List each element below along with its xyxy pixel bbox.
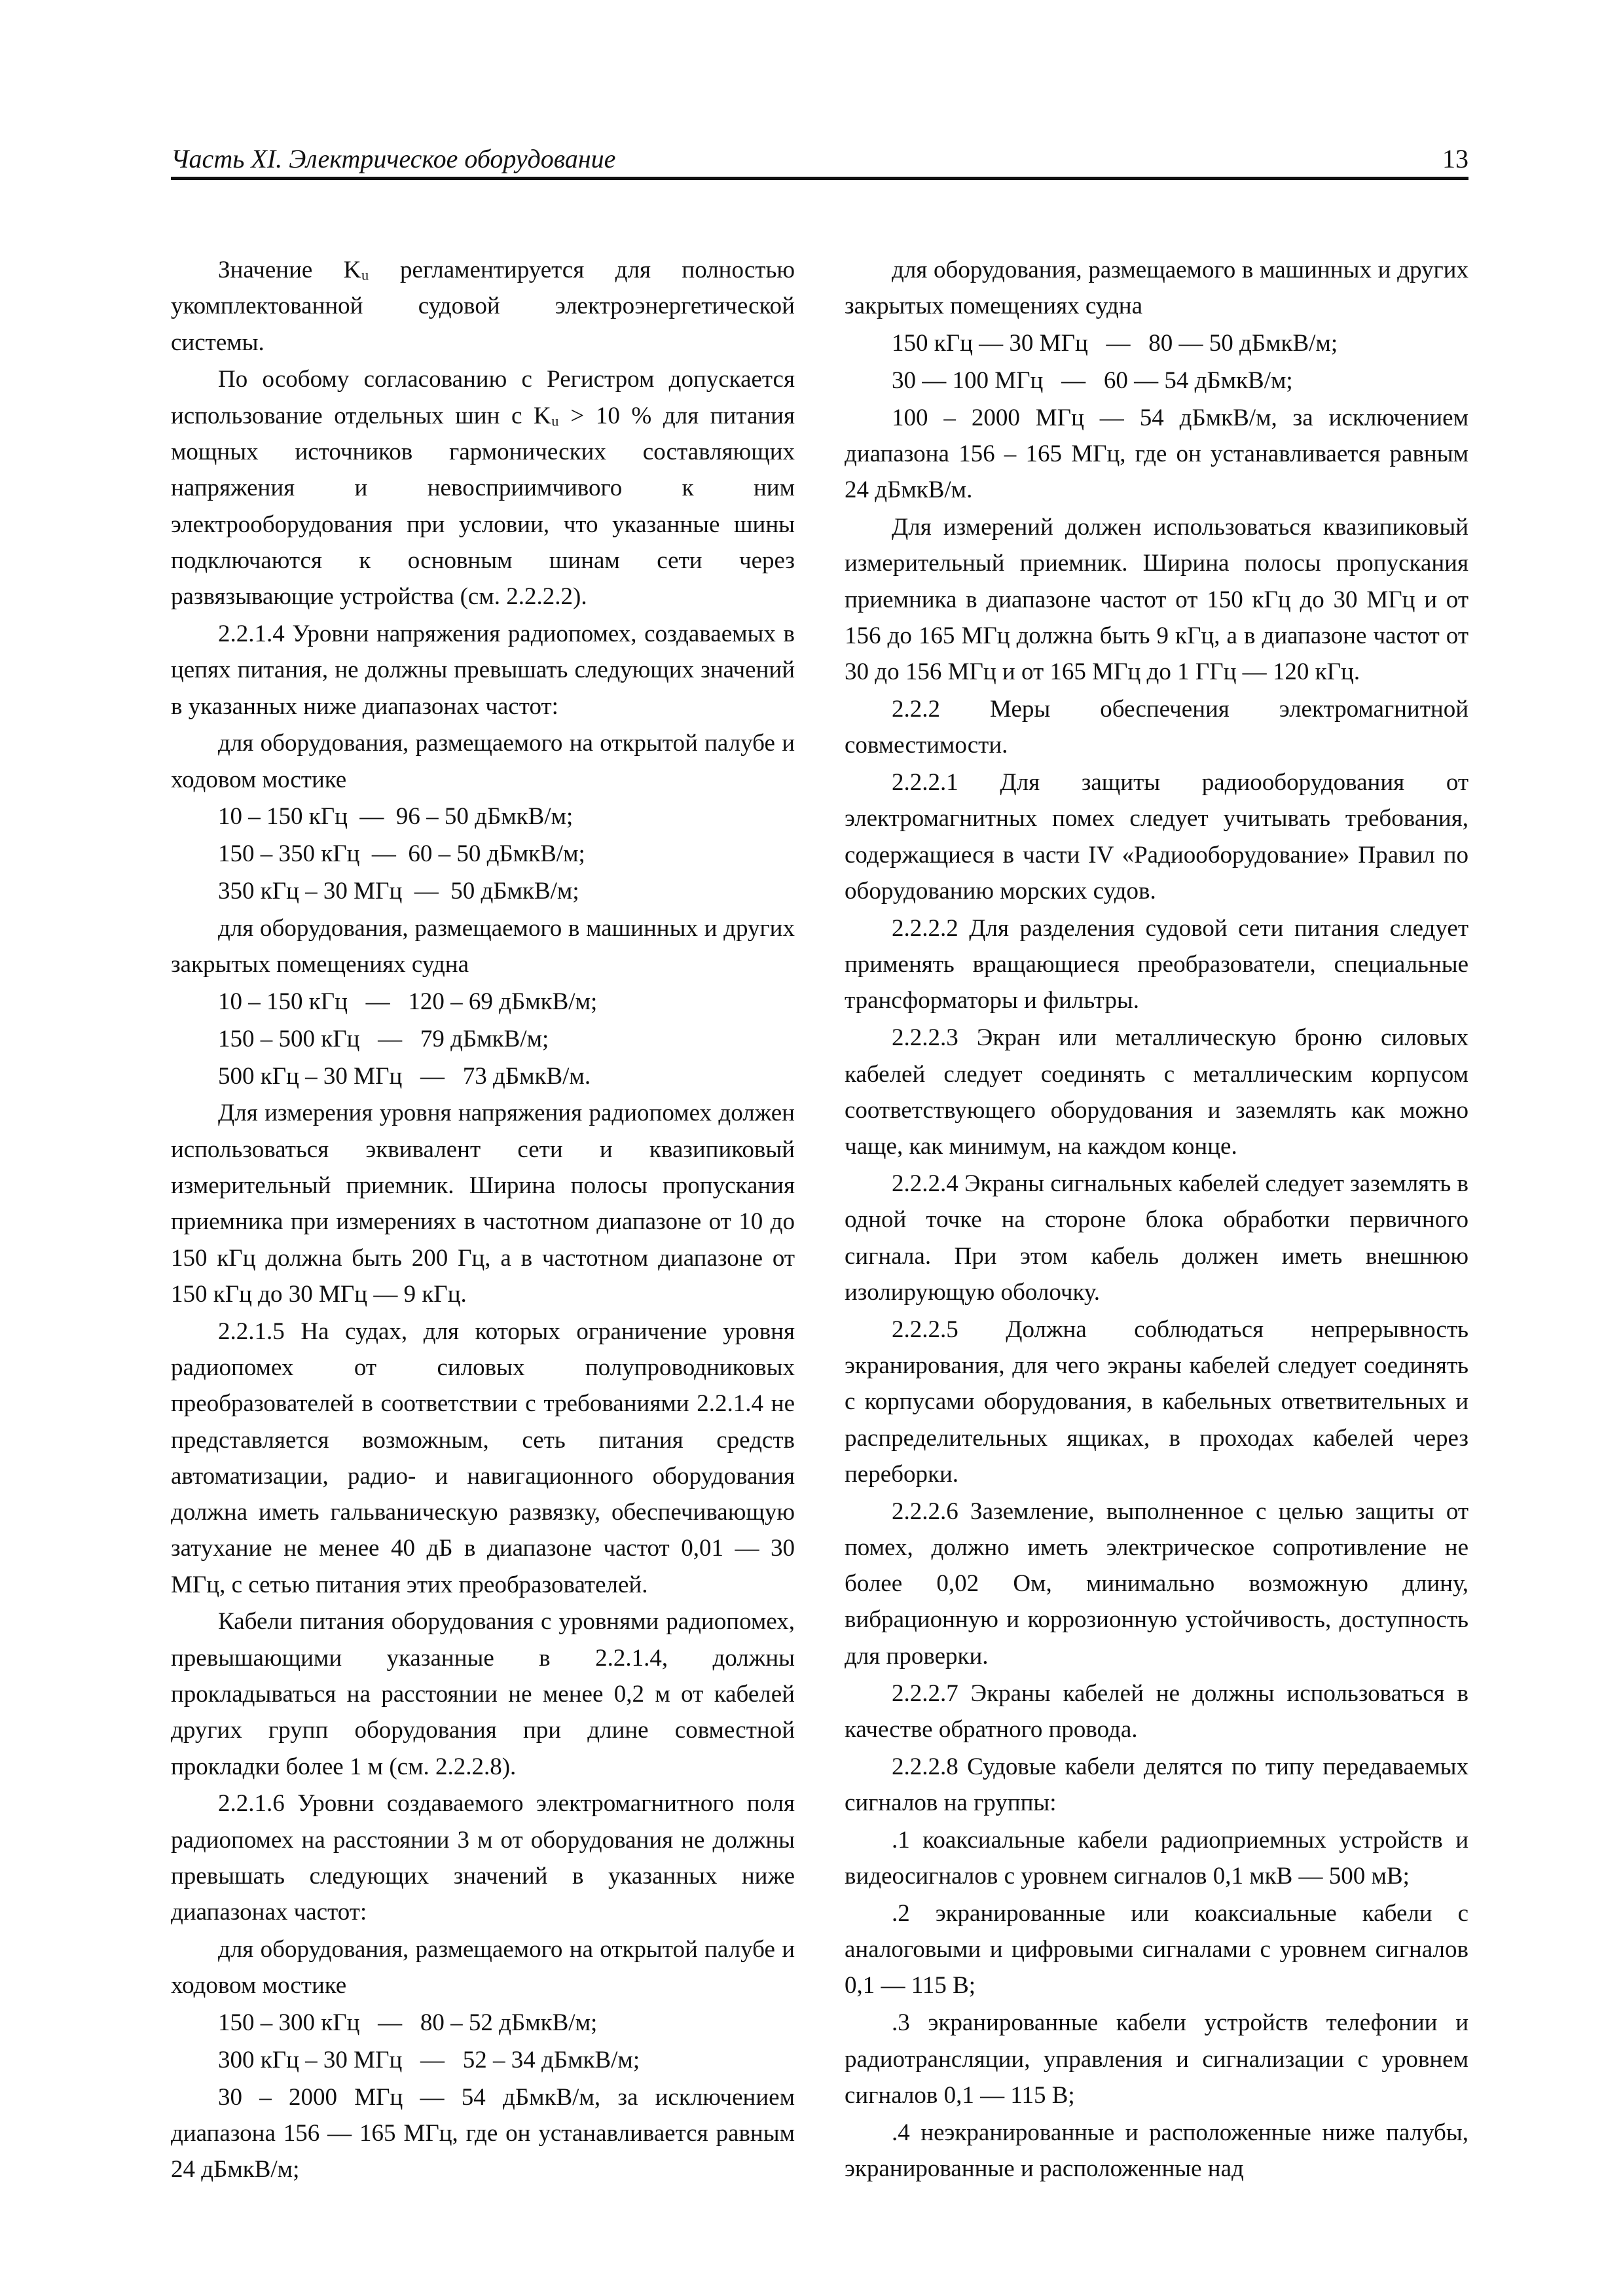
range-line: 10 – 150 кГц — 96 – 50 дБмкВ/м; bbox=[218, 803, 574, 831]
paragraph: 2.2.1.6 Уровни создаваемого электромагнитного поля радиопомех на расстоянии 3 м от оборудования не должны превышать следующих значений в указанных ниже диапазонах частот: bbox=[171, 1790, 795, 1926]
paragraph: для оборудования, размещаемого на открытой палубе и ходовом мостике bbox=[171, 730, 795, 793]
paragraph: 2.2.2.5 Должна соблюдаться непрерывность экранирования, для чего экраны кабелей следует соединять с корпусами оборудования, в кабельных ответвительных и распределительных ящиках, в проходах кабелей через переборки. bbox=[845, 1316, 1468, 1488]
paragraph: Кабели питания оборудования с уровнями радиопомех, превышающими указанные в 2.2.1.4, должны прокладываться на расстоянии не менее 0,2 м от кабелей других групп оборудования при длине совместной прокладки более 1 м (см. 2.2.2.8). bbox=[171, 1608, 795, 1780]
right-column bbox=[845, 252, 1468, 2188]
header-title: Часть XI. Электрическое оборудование bbox=[171, 144, 616, 173]
paragraph: 2.2.2.6 Заземление, выполненное с целью защиты от помех, должно иметь электрическое сопротивление не более 0,02 Ом, минимально возможную длину, вибрационную и коррозионную устойчивость, доступность для проверки. bbox=[845, 1498, 1468, 1670]
left-column bbox=[171, 252, 795, 2189]
range-line: 300 кГц – 30 МГц — 52 – 34 дБмкВ/м; bbox=[218, 2047, 640, 2074]
paragraph: 2.2.2.2 Для разделения судовой сети питания следует применять вращающиеся преобразователи, специальные трансформаторы и фильтры. bbox=[845, 914, 1468, 1014]
paragraph: 2.2.2.1 Для защиты радиооборудования от электромагнитных помех следует учитывать требования, содержащиеся в части IV «Радиооборудование» Правил по оборудованию морских судов. bbox=[845, 769, 1468, 905]
paragraph: Для измерения уровня напряжения радиопомех должен использоваться эквивалент сети и квазипиковый измерительный приемник. Ширина полосы пропускания приемника при измерениях в частотном диапазоне от 10 до 150 кГц должна быть 200 Гц, а в частотном диапазоне от 150 кГц до 30 МГц — 9 кГц. bbox=[171, 1100, 795, 1308]
page-number: 13 bbox=[1442, 144, 1468, 173]
range-line: 10 – 150 кГц — 120 – 69 дБмкВ/м; bbox=[218, 988, 598, 1015]
paragraph: 30 – 2000 МГц — 54 дБмкВ/м, за исключением диапазона 156 — 165 МГц, где он устанавливается равным 24 дБмкВ/м; bbox=[171, 2083, 795, 2183]
paragraph: 2.2.2.8 Судовые кабели делятся по типу передаваемых сигналов на группы: bbox=[845, 1753, 1468, 1816]
paragraph: 2.2.1.4 Уровни напряжения радиопомех, создаваемых в цепях питания, не должны превышать следующих значений в указанных ниже диапазонах частот: bbox=[171, 620, 795, 720]
paragraph: 2.2.2.4 Экраны сигнальных кабелей следует заземлять в одной точке на стороне блока обработки первичного сигнала. При этом кабель должен иметь внешнюю изолирующую оболочку. bbox=[845, 1170, 1468, 1306]
range-line: 150 – 300 кГц — 80 – 52 дБмкВ/м; bbox=[218, 2009, 598, 2037]
paragraph: 2.2.2.3 Экран или металлическую броню силовых кабелей следует соединять с металлическим корпусом соответствующего оборудования и заземлять как можно чаще, как минимум, на каждом конце. bbox=[845, 1024, 1468, 1160]
paragraph: для оборудования, размещаемого в машинных и других закрытых помещениях судна bbox=[171, 914, 795, 978]
list-item: .3 экранированные кабели устройств телефонии и радиотрансляции, управления и сигнализации с уровнем сигналов 0,1 — 115 В; bbox=[845, 2009, 1468, 2109]
paragraph: для оборудования, размещаемого в машинных и других закрытых помещениях судна bbox=[845, 257, 1468, 320]
range-line: 150 – 500 кГц — 79 дБмкВ/м; bbox=[218, 1025, 549, 1052]
range-line: 350 кГц – 30 МГц — 50 дБмкВ/м; bbox=[218, 878, 579, 905]
range-line: 150 – 350 кГц — 60 – 50 дБмкВ/м; bbox=[218, 840, 585, 868]
running-header bbox=[171, 141, 1468, 181]
paragraph: 100 – 2000 МГц — 54 дБмкВ/м, за исключением диапазона 156 – 165 МГц, где он устанавливается равным 24 дБмкВ/м. bbox=[845, 404, 1468, 504]
paragraph: По особому согласованию с Регистром допускается использование отдельных шин с Kᵤ > 10 % для питания мощных источников гармонических составляющих напряжения и невосприимчивого к ним электрооборудования при условии, что указанные шины подключаются к основным шинам сети через развязывающие устройства (см. 2.2.2.2). bbox=[171, 366, 795, 611]
paragraph: 2.2.1.5 На судах, для которых ограничение уровня радиопомех от силовых полупроводниковых преобразователей в соответствии с требованиями 2.2.1.4 не представляется возможным, сеть питания средств автоматизации, радио- и навигационного оборудования должна иметь гальваническую развязку, обеспечивающую затухание не менее 40 дБ в диапазоне частот 0,01 — 30 МГц, с сетью питания этих преобразователей. bbox=[171, 1318, 795, 1598]
paragraph: для оборудования, размещаемого на открытой палубе и ходовом мостике bbox=[171, 1936, 795, 2000]
paragraph: 2.2.2.7 Экраны кабелей не должны использоваться в качестве обратного провода. bbox=[845, 1679, 1468, 1743]
section-heading: 2.2.2 Меры обеспечения электромагнитной совместимости. bbox=[845, 696, 1468, 759]
range-line: 30 — 100 МГц — 60 — 54 дБмкВ/м; bbox=[892, 367, 1293, 394]
list-item: .1 коаксиальные кабели радиоприемных устройств и видеосигналов с уровнем сигналов 0,1 мкВ — 500 мВ; bbox=[845, 1826, 1468, 1890]
list-item: .4 неэкранированные и расположенные ниже палубы, экранированные и расположенные над bbox=[845, 2119, 1468, 2182]
header-rule bbox=[171, 177, 1468, 180]
paragraph: Для измерений должен использоваться квазипиковый измерительный приемник. Ширина полосы пропускания приемника в диапазоне частот от 150 кГц до 30 МГц и от 156 до 165 МГц должна быть 9 кГц, а в диапазоне частот от 30 до 156 МГц и от 165 МГц до 1 ГГц — 120 кГц. bbox=[845, 514, 1468, 686]
list-item: .2 экранированные или коаксиальные кабели с аналоговыми и цифровыми сигналами с уровнем сигналов 0,1 — 115 В; bbox=[845, 1899, 1468, 2000]
paragraph: Значение Kᵤ регламентируется для полностью укомплектованной судовой электроэнергетической системы. bbox=[171, 257, 795, 356]
range-line: 150 кГц — 30 МГц — 80 — 50 дБмкВ/м; bbox=[892, 330, 1338, 357]
range-line: 500 кГц – 30 МГц — 73 дБмкВ/м. bbox=[218, 1062, 591, 1090]
